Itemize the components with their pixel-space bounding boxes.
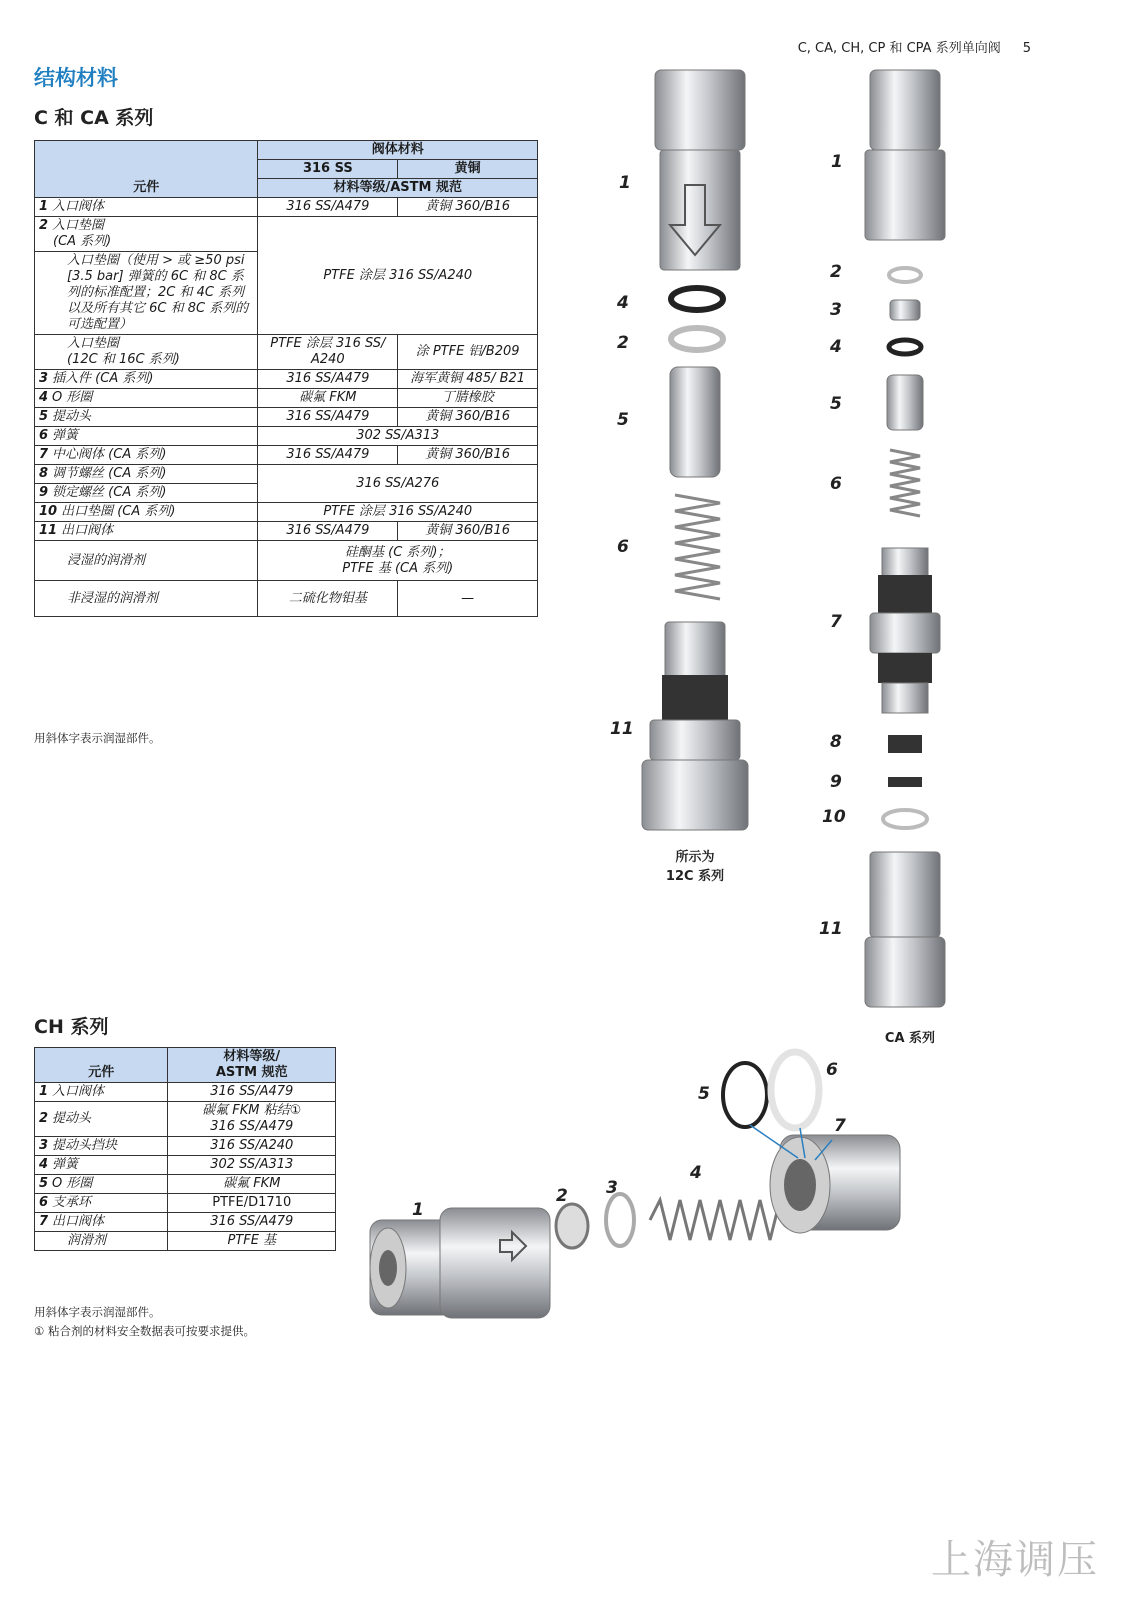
col-component: 元件 (35, 141, 258, 198)
running-header (798, 37, 1031, 56)
part-label: 7 (830, 612, 842, 632)
ch-spring (650, 1200, 790, 1240)
ch-poppet (556, 1204, 588, 1248)
part-label: 2 (617, 333, 629, 353)
part-label: 1 (619, 173, 631, 193)
table-row: 6 弹簧 302 SS/A313 (35, 427, 538, 446)
c-ca-material-table (34, 140, 538, 617)
12c-o-ring (671, 288, 723, 310)
table-row: 2 提动头 碳氟 FKM 粘结① 316 SS/A479 (35, 1102, 336, 1137)
table-row: 3 插入件 (CA 系列) 316 SS/A479 海军黄铜 485/ B21 (35, 370, 538, 389)
header-title: C, CA, CH, CP 和 CPA 系列单向阀 (797, 41, 1001, 56)
ch-backup-ring (771, 1052, 819, 1128)
ch-note-1: 用斜体字表示润湿部件。 (34, 1305, 161, 1319)
col-component: 元件 (35, 1048, 168, 1083)
table-row: 入口垫圈 (12C 和 16C 系列) PTFE 涂层 316 SS/ A240 涂 PTFE 铝/B209 (35, 335, 538, 370)
table-row: 1 入口阀体 316 SS/A479 黄铜 360/B16 (35, 198, 538, 217)
table-row: 6 支承环 PTFE/D1710 (35, 1194, 336, 1213)
ca-outlet-body (865, 852, 945, 1007)
part-label: 6 (826, 1060, 838, 1080)
12c-poppet (670, 367, 720, 477)
table-row: 非浸湿的润滑剂 二硫化物钼基 — (35, 581, 538, 617)
part-label: 6 (830, 474, 842, 494)
part-label: 9 (830, 772, 842, 792)
section-title: 结构材料 (34, 66, 118, 90)
part-label: 10 (822, 807, 846, 827)
ca-o-ring (889, 340, 921, 354)
12c-spring (675, 495, 720, 599)
part-label: 3 (606, 1178, 618, 1198)
ch-poppet-stop (606, 1194, 634, 1246)
ch-outlet-body (770, 1135, 900, 1233)
table-row: 11 出口阀体 316 SS/A479 黄铜 360/B16 (35, 522, 538, 541)
c-ca-note: 用斜体字表示润湿部件。 (34, 731, 161, 745)
table-row: 2 入口垫圈 (CA 系列) PTFE 涂层 316 SS/A240 (35, 217, 538, 252)
ca-lock-screw (888, 777, 922, 787)
ch-note-2: ① 粘合剂的材料安全数据表可按要求提供。 (34, 1324, 255, 1338)
12c-inlet-body (655, 70, 745, 270)
col-316ss: 316 SS (258, 160, 398, 179)
part-label: 11 (819, 919, 843, 939)
ch-o-ring (723, 1063, 767, 1127)
part-label: 7 (834, 1116, 846, 1136)
part-label: 1 (412, 1200, 424, 1220)
figure-caption-12c: 所示为 12C 系列 (665, 850, 725, 884)
table-row: 7 中心阀体 (CA 系列) 316 SS/A479 黄铜 360/B16 (35, 446, 538, 465)
part-label: 8 (830, 732, 842, 752)
part-label: 4 (617, 293, 629, 313)
ca-spring (890, 450, 920, 516)
table-row: 5 O 形圈 碳氟 FKM (35, 1175, 336, 1194)
table-row: 浸湿的润滑剂 硅酮基 (C 系列)； PTFE 基 (CA 系列) (35, 541, 538, 581)
table-row: 4 弹簧 302 SS/A313 (35, 1156, 336, 1175)
ca-inlet-body (865, 70, 945, 240)
table-row: 入口垫圈（使用 > 或 ≥50 psi [3.5 bar] 弹簧的 6C 和 8C 系列的标准配置；2C 和 4C 系列以及所有其它 6C 和 8C 系列的可选配置） (35, 252, 538, 335)
table-row: 1 入口阀体 316 SS/A479 (35, 1083, 336, 1102)
col-brass: 黄铜 (398, 160, 538, 179)
table-row: 7 出口阀体 316 SS/A479 (35, 1213, 336, 1232)
part-label: 1 (831, 152, 843, 172)
table-row: 10 出口垫圈 (CA 系列) PTFE 涂层 316 SS/A240 (35, 503, 538, 522)
part-label: 4 (690, 1163, 702, 1183)
watermark: 上海调压 (931, 1537, 1099, 1583)
part-label: 6 (617, 537, 629, 557)
table-row: 5 提动头 316 SS/A479 黄铜 360/B16 (35, 408, 538, 427)
part-label: 5 (830, 394, 842, 414)
ch-subtitle: CH 系列 (34, 1016, 109, 1038)
ch-exploded-view-figure (360, 1040, 940, 1340)
ca-poppet (887, 375, 923, 430)
ca-center-body (870, 548, 940, 713)
table-row: 3 提动头挡块 316 SS/A240 (35, 1137, 336, 1156)
part-label: 5 (617, 410, 629, 430)
figure-caption-ca: CA 系列 (884, 1031, 936, 1046)
table-row: 润滑剂 PTFE 基 (35, 1232, 336, 1251)
12c-inlet-gasket (671, 328, 723, 350)
part-label: 11 (610, 719, 634, 739)
c-ca-subtitle: C 和 CA 系列 (34, 107, 154, 129)
part-label: 4 (830, 337, 842, 357)
part-label: 2 (556, 1186, 568, 1206)
col-body-material: 阀体材料 (258, 141, 538, 160)
col-grade: 材料等级/ASTM 规范 (258, 179, 538, 198)
page-number: 5 (1022, 41, 1031, 56)
table-row: 4 O 形圈 碳氟 FKM 丁腈橡胶 (35, 389, 538, 408)
part-label: 2 (830, 262, 842, 282)
col-grade: 材料等级/ ASTM 规范 (168, 1048, 336, 1083)
ca-insert (890, 300, 920, 320)
part-label: 5 (698, 1084, 710, 1104)
ch-material-table (34, 1047, 336, 1251)
part-label: 3 (830, 300, 842, 320)
table-row: 9 锁定螺丝 (CA 系列) (35, 484, 538, 503)
ca-outlet-gasket (883, 810, 927, 828)
ch-inlet-body (370, 1208, 550, 1318)
table-row: 8 调节螺丝 (CA 系列) 316 SS/A276 (35, 465, 538, 484)
12c-outlet-body (642, 622, 748, 830)
ca-inlet-gasket (889, 268, 921, 282)
ca-adjusting-screw (888, 735, 922, 753)
